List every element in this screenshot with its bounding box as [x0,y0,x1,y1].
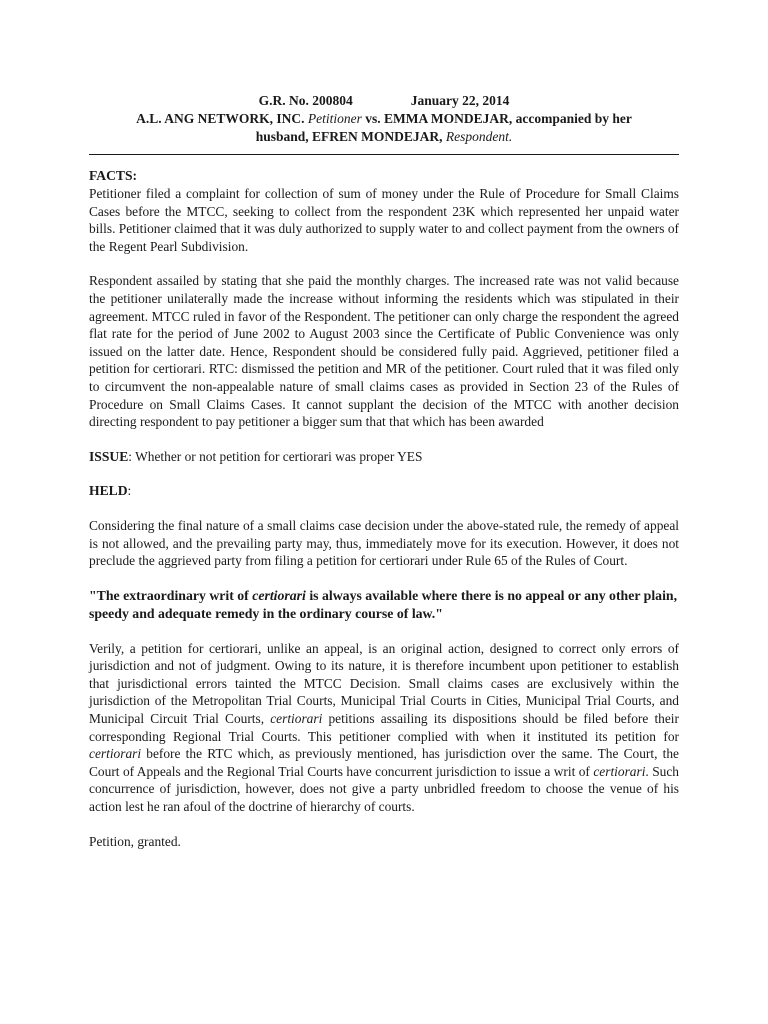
respondent-role: Respondent. [445,129,513,144]
decision-date: January 22, 2014 [410,93,510,108]
para3-italic-3: certiorari [593,763,646,779]
facts-paragraph-1: Petitioner filed a complaint for collection of sum of money under the Rule of Procedure for Small Claims Cases before the MTCC, seeking to collect from the respondent 23K which represented her unpaid water bills. Petitioner claimed that it was duly authorized to supply water to and collect payment from the owners of the Regent Pearl Subdivision. [89,186,679,254]
gr-number: G.R. No. 200804 [258,93,353,108]
issue-heading: ISSUE [89,448,129,464]
held-heading: HELD [89,483,128,499]
document-page [89,92,679,850]
case-header-line-1 [89,92,679,110]
para3-text-d: . Such concurrence of jurisdiction, however, does not give a party unbridled freedom to choose the venue of his action lest he ran afoul of the doctrine of hierarchy of courts. [89,763,679,815]
quote-part-2: is always available where there is no appeal or any other plain, speedy and adequate remedy in the ordinary course of law." [89,587,678,621]
petitioner-name: A.L. ANG NETWORK, INC. [136,111,305,126]
para3-text-a: Verily, a petition for certiorari, unlike an appeal, is an original action, designed to correct only errors of jurisdiction and not of judgment. Owing to its nature, it is therefore incumbent upon petitioner to establish that jurisdictional errors tainted the MTCC Decision. Small claims cases are exclusively within the jurisdiction of the Metropolitan Trial Courts, Municipal Trial Courts in Cities, Municipal Trial Courts, and Municipal Circuit Trial Courts, [89,640,679,727]
held-colon: : [127,483,132,499]
respondent-name-line-2: husband, EFREN MONDEJAR, [255,129,443,144]
held-quote [89,587,679,623]
case-parties-line [89,110,679,128]
quote-italic: certiorari [252,587,306,603]
issue-line [89,448,679,466]
para3-italic-1: certiorari [270,711,323,727]
header-divider [89,154,679,155]
held-paragraph-1: Considering the final nature of a small claims case decision under the above-stated rule, the remedy of appeal is not allowed, and the prevailing party may, thus, immediately move for its execution. However, it does not preclude the aggrieved party from filing a petition for certiorari under Rule 65 of the Rules of Court. [89,517,679,569]
para3-text-c: before the RTC which, as previously mentioned, has jurisdiction over the same. The Court, the Court of Appeals and the Regional Trial Courts have concurrent jurisdiction to issue a writ of [89,746,679,779]
case-header [89,92,679,146]
facts-heading: FACTS: [89,168,138,183]
held-line [89,482,679,500]
petitioner-role: Petitioner [307,111,362,126]
case-parties-line-2 [89,128,679,146]
held-paragraph-3 [89,640,679,816]
quote-part-1: "The extraordinary writ of [89,587,253,603]
issue-text: : Whether or not petition for certiorari was proper YES [128,448,423,464]
para3-italic-2: certiorari [89,746,142,762]
respondent-name-line-1: EMMA MONDEJAR, accompanied by her [384,111,632,126]
versus-text: vs. [365,111,381,126]
para3-text-b: petitions assailing its dispositions should be filed before their corresponding Regional Trial Courts. This petitioner complied with when it instituted its petition for [89,711,679,744]
facts-paragraph-2: Respondent assailed by stating that she paid the monthly charges. The increased rate was not valid because the petitioner unilaterally made the increase without informing the residents which was stipulated in their agreement. MTCC ruled in favor of the Respondent. The petitioner can only charge the respondent the agreed flat rate for the period of June 2002 to August 2003 since the Certificate of Public Convenience was only issued on the latter date. Hence, Respondent should be considered fully paid. Aggrieved, petitioner filed a petition for certiorari. RTC: dismissed the petition and MR of the petitioner. Court ruled that it was filed only to circumvent the non-appealable nature of small claims cases as provided in Section 23 of the Rules of Procedure on Small Claims Cases. It cannot supplant the decision of the MTCC with another decision directing respondent to pay petitioner a bigger sum that that which has been awarded [89,273,679,430]
disposition: Petition, granted. [89,833,181,849]
